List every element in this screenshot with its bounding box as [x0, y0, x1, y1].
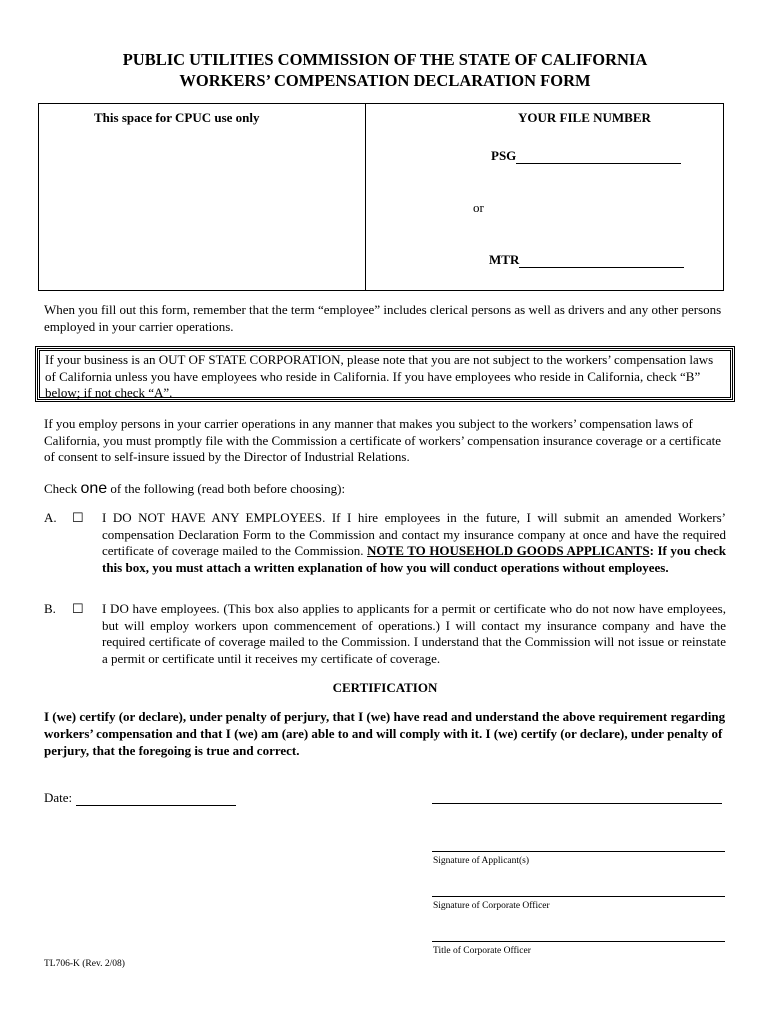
file-number-label: YOUR FILE NUMBER	[518, 110, 651, 125]
notice-text: If your business is an OUT OF STATE CORPORATION, please note that you are not subject to the workers’ compensation laws of California unless you have employees who reside in California. If you have employees who reside in California, check “B” below; if not check “A”.	[45, 352, 714, 400]
date-field	[44, 790, 236, 806]
out-of-state-notice	[35, 346, 735, 402]
applicant-signature-label: Signature of Applicant(s)	[433, 856, 530, 866]
option-b-checkbox[interactable]: ☐	[72, 601, 84, 616]
certification-heading: CERTIFICATION	[332, 680, 438, 695]
notice-inner-border	[39, 350, 731, 398]
option-a-text	[102, 510, 726, 576]
subject-paragraph: If you employ persons in your carrier operations in any manner that makes you subject to the workers’ compensation laws of California, you must promptly file with the Commission a certificate of workers’ compensation insurance coverage or a certificate of consent to self-insure issued by the Director of Industrial Relations.	[44, 416, 721, 464]
mtr-label: MTR	[489, 252, 520, 267]
mtr-input-line[interactable]	[519, 253, 684, 268]
officer-title-line[interactable]	[432, 941, 725, 942]
form-id: TL706-K (Rev. 2/08)	[44, 959, 125, 969]
check-suffix: of the following (read both before choosing):	[107, 481, 346, 496]
file-number-box	[38, 103, 724, 291]
officer-signature-label: Signature of Corporate Officer	[433, 901, 550, 911]
option-a-body: I DO NOT HAVE ANY EMPLOYEES. If I hire employees in the future, I will submit an amended Workers’ compensation Declaration Form to the Commission and contact my insurance company at once and have the required certificate of coverage mailed to the Commission.	[102, 510, 726, 558]
date-input-line[interactable]	[76, 791, 236, 806]
option-a-checkbox[interactable]: ☐	[72, 510, 84, 525]
certification-text: I (we) certify (or declare), under penalty of perjury, that I (we) have read and understand the above requirement regarding workers’ compensation and that I (we) am (are) able to and will comply with it. I (we) certify (or declare), under penalty of perjury, that the foregoing is true and correct.	[44, 709, 726, 758]
psg-input-line[interactable]	[516, 149, 681, 164]
option-b-text: I DO have employees. (This box also applies to applicants for a permit or certificate who do not now have employees, but will employ workers upon commencement of operations.) I will contact my insurance company and have the required certificate of coverage mailed to the Commission. I understand that the Commission will not issue or reinstate a permit or certificate until it receives my certificate of coverage.	[102, 601, 726, 666]
officer-title-label: Title of Corporate Officer	[433, 946, 531, 956]
applicant-signature-line-top[interactable]	[432, 803, 722, 804]
form-title-line1: PUBLIC UTILITIES COMMISSION OF THE STATE OF CALIFORNIA	[122, 50, 648, 69]
check-one-word: one	[80, 480, 108, 497]
form-title-line2: WORKERS’ COMPENSATION DECLARATION FORM	[179, 71, 591, 90]
box-divider	[365, 104, 366, 290]
mtr-field	[489, 252, 684, 268]
option-a-note-text: : If you check this box, you must attach a written explanation of how you will conduct operations without employees.	[102, 543, 726, 575]
cpuc-use-label: This space for CPUC use only	[94, 110, 260, 125]
check-prefix: Check	[44, 481, 81, 496]
intro-paragraph: When you fill out this form, remember that the term “employee” includes clerical persons as well as drivers and any other persons employed in your carrier operations.	[44, 302, 722, 334]
check-instruction	[44, 480, 345, 498]
applicant-signature-line[interactable]	[432, 851, 725, 852]
option-b-letter: B.	[44, 601, 56, 616]
option-a-note-label: NOTE TO HOUSEHOLD GOODS APPLICANTS	[367, 543, 650, 558]
officer-signature-line[interactable]	[432, 896, 725, 897]
or-label: or	[473, 200, 484, 215]
option-a-letter: A.	[44, 510, 57, 525]
date-label: Date:	[44, 790, 73, 805]
psg-field	[491, 148, 681, 164]
psg-label: PSG	[491, 148, 517, 163]
